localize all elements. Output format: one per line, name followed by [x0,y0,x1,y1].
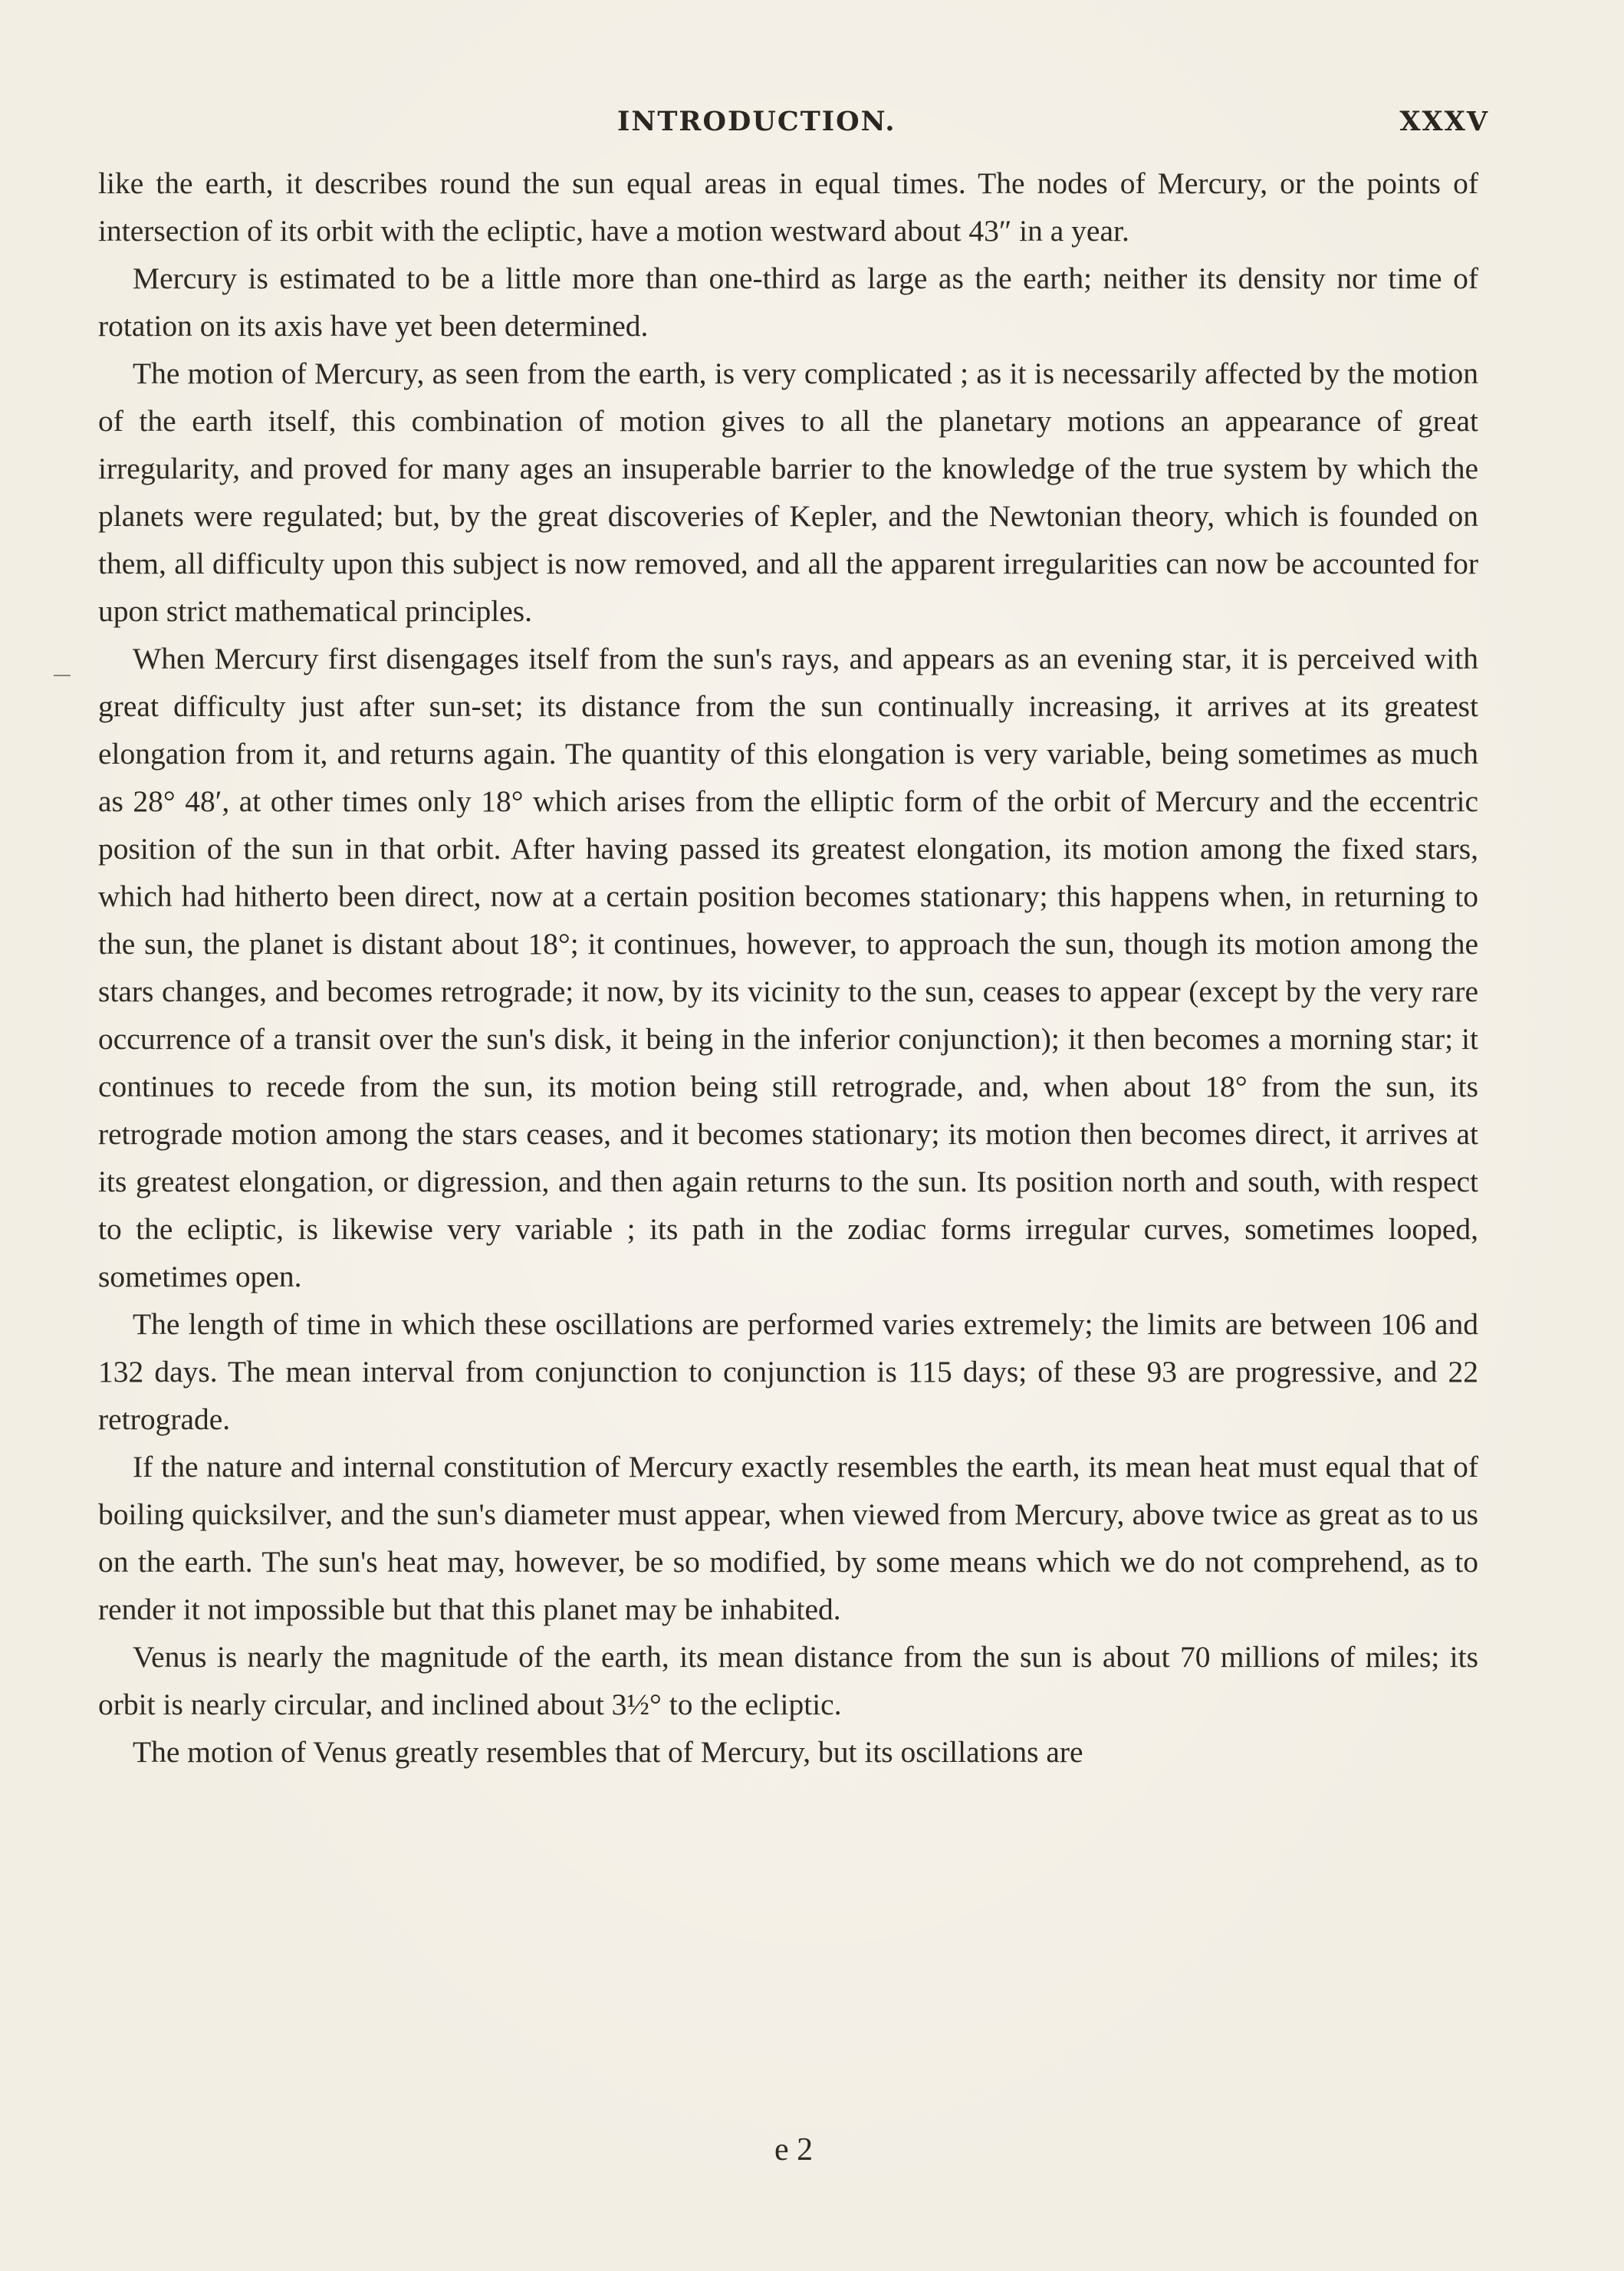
paragraph: When Mercury first disengages itself from the sun's rays, and appears as an evening star, it is perceived with great difficulty just after sun-set; its distance from the sun continually increasing, it arrives at its greatest elongation from it, and returns again. The quantity of this elongation is very variable, being sometimes as much as 28° 48′, at other times only 18° which arises from the elliptic form of the orbit of Mercury and the eccentric position of the sun in that orbit. After having passed its greatest elongation, its motion among the fixed stars, which had hitherto been direct, now at a certain position becomes stationary; this happens when, in returning to the sun, the planet is distant about 18°; it continues, however, to approach the sun, though its motion among the stars changes, and becomes retrograde; it now, by its vicinity to the sun, ceases to appear (except by the very rare occurrence of a transit over the sun's disk, it being in the inferior conjunction); it then becomes a morning star; it continues to recede from the sun, its motion being still retrograde, and, when about 18° from the sun, its retrograde motion among the stars ceases, and it becomes stationary; its motion then becomes direct, it arrives at its greatest elongation, or digression, and then again returns to the sun. Its position north and south, with respect to the ecliptic, is likewise very variable ; its path in the zodiac forms irregular curves, sometimes looped, sometimes open. [98,642,1478,1293]
paragraph: Mercury is estimated to be a little more than one-third as large as the earth; neither its density nor time of rotation on its axis have yet been determined. [98,261,1478,343]
paragraph: like the earth, it describes round the sun equal areas in equal times. The nodes of Mercury, or the points of intersection of its orbit with the ecliptic, have a motion westward about 43″ in a year. [98,166,1478,248]
paragraph: If the nature and internal constitution of Mercury exactly resembles the earth, its mean heat must equal that of boiling quicksilver, and the sun's diameter must appear, when viewed from Mercury, above twice as great as to us on the earth. The sun's heat may, however, be so modified, by some means which we do not comprehend, as to render it not impossible but that this planet may be inhabited. [98,1450,1478,1626]
page-number: XXXV [1399,106,1489,137]
margin-mark [54,675,71,676]
signature-mark: e 2 [774,2132,814,2167]
running-title: INTRODUCTION. [617,106,896,137]
running-header [100,106,1489,144]
body-text [98,159,1478,1776]
paragraph: The length of time in which these oscillations are performed varies extremely; the limits are between 106 and 132 days. The mean interval from conjunction to conjunction is 115 days; of these 93 are progressive, and 22 retrograde. [98,1307,1478,1436]
paragraph: Venus is nearly the magnitude of the earth, its mean distance from the sun is about 70 millions of miles; its orbit is nearly circular, and inclined about 3½° to the ecliptic. [98,1640,1478,1721]
paragraph: The motion of Venus greatly resembles that of Mercury, but its oscillations are [133,1735,1083,1769]
paragraph: The motion of Mercury, as seen from the earth, is very complicated ; as it is necessarily affected by the motion of the earth itself, this combination of motion gives to all the planetary motions an appearance of great irregularity, and proved for many ages an insuperable barrier to the knowledge of the true system by which the planets were regulated; but, by the great discoveries of Kepler, and the Newtonian theory, which is founded on them, all difficulty upon this subject is now removed, and all the apparent irregularities can now be accounted for upon strict mathematical principles. [98,357,1478,628]
